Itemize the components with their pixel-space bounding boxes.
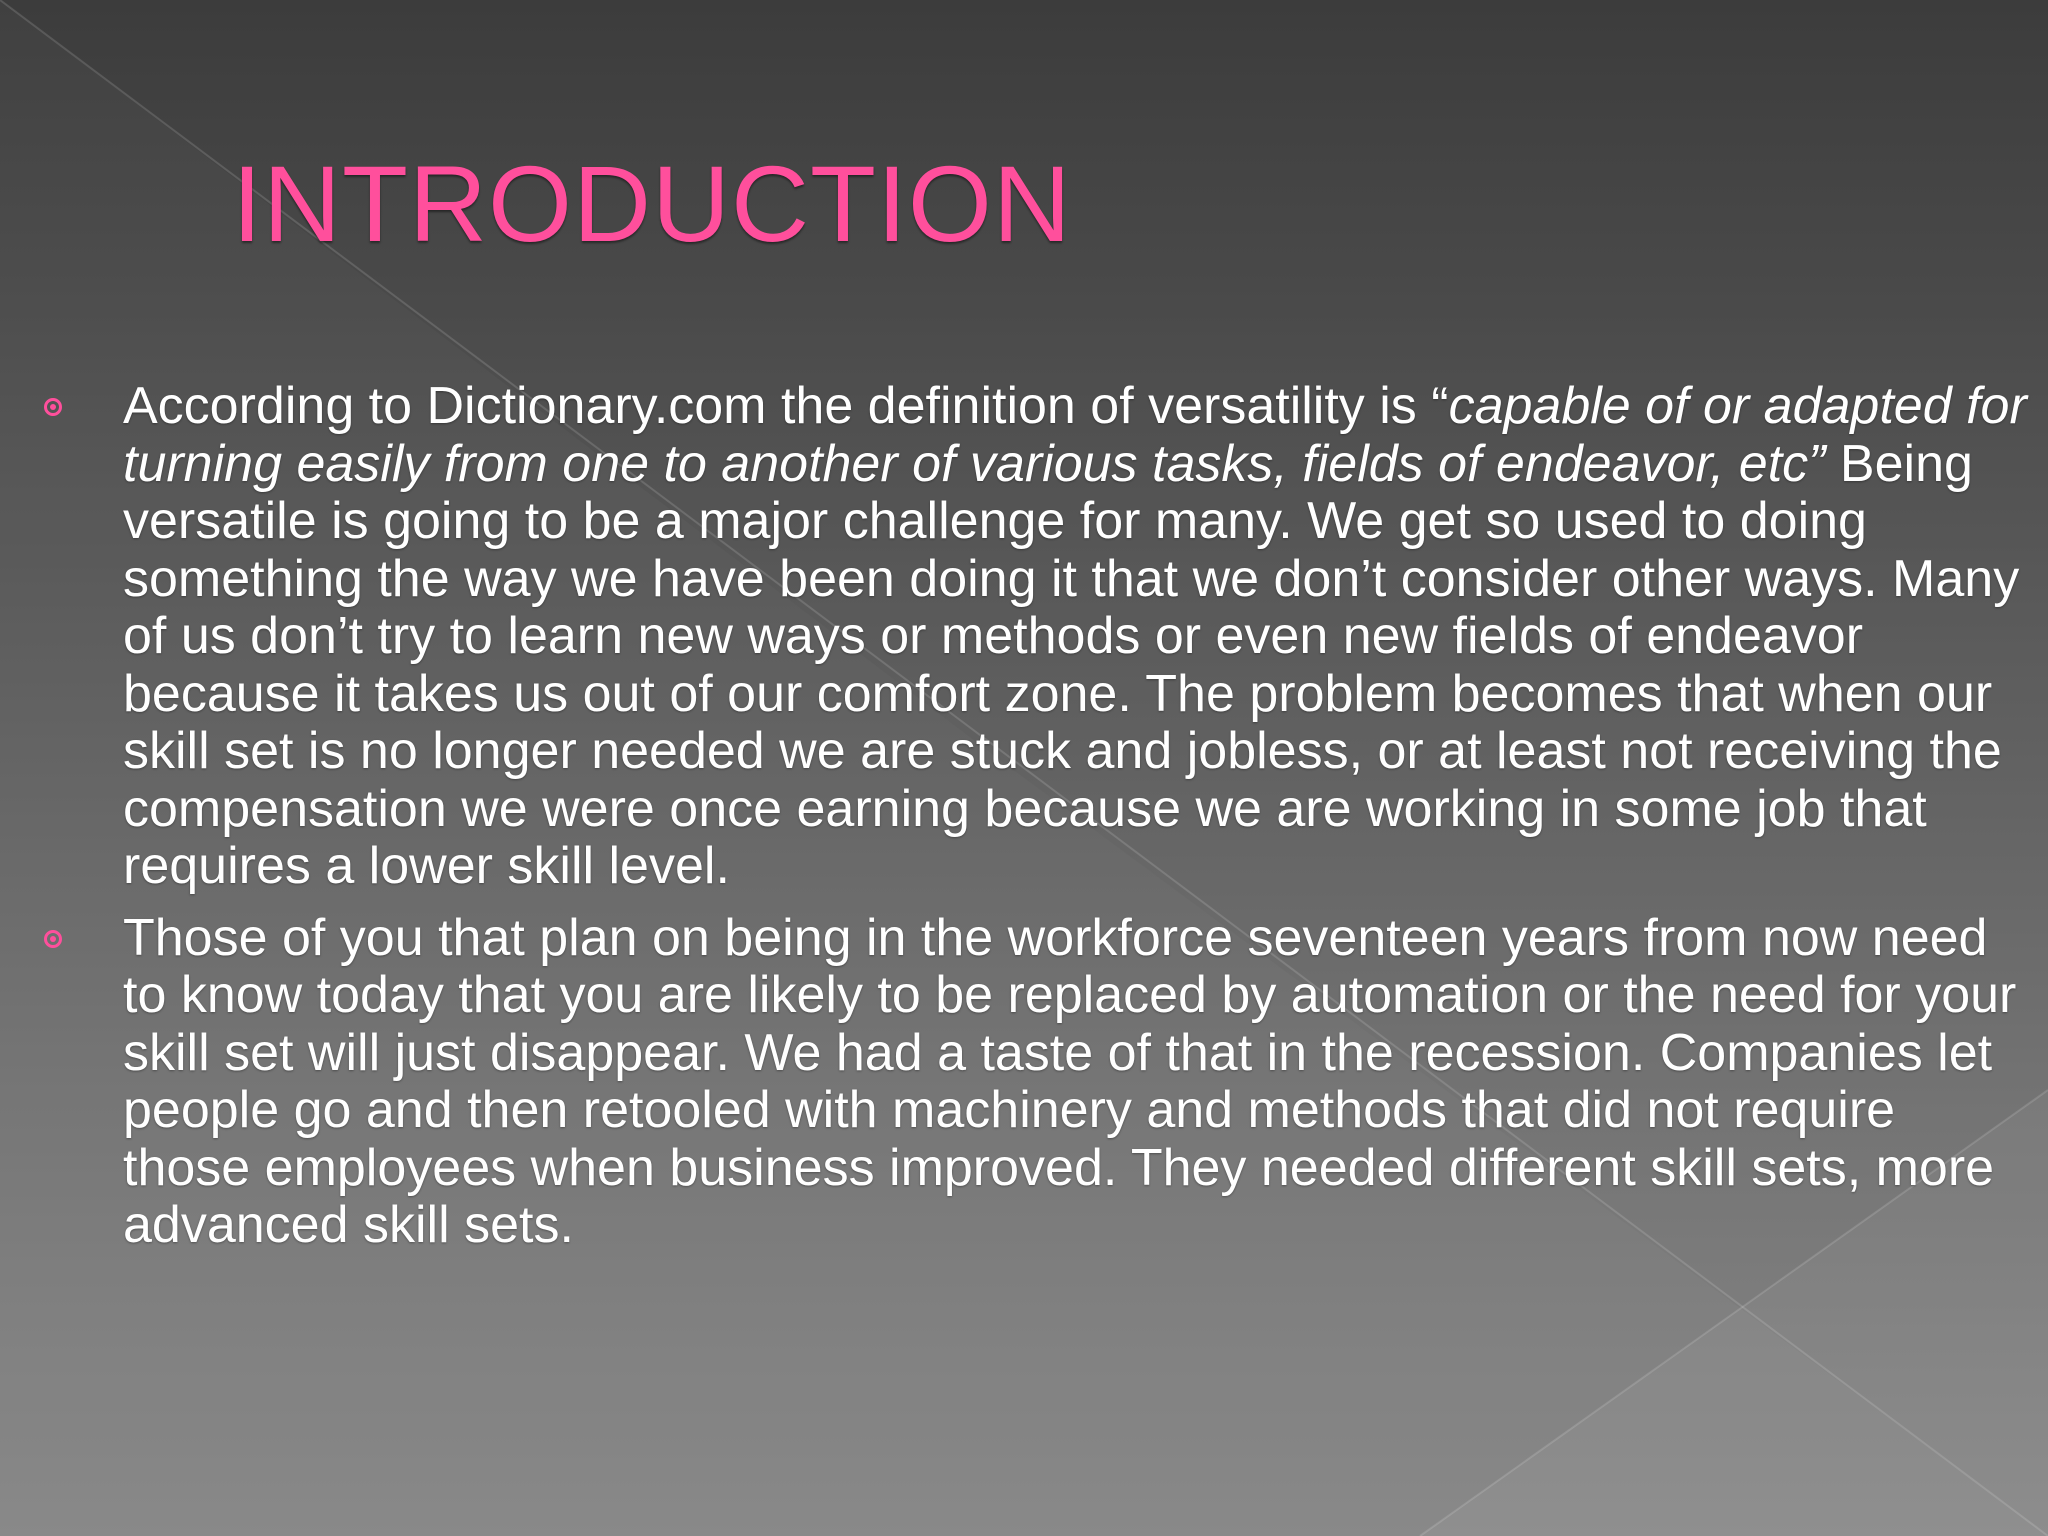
circle-dot-icon	[44, 398, 62, 416]
bullet-item	[0, 378, 2048, 896]
slide-title: INTRODUCTION	[232, 143, 1072, 264]
bullet-text	[123, 378, 2035, 896]
bullet-rest-text: Being versatile is going to be a major challenge for many. We get so used to doing something the way we have been doing it that we don’t consider other ways. Many of us don’t try to learn new ways or methods or even new fields of endeavor because it takes us out of our comfort zone. The problem becomes that when our skill set is no longer needed we are stuck and jobless, or at least not receiving the compensation we were once earning because we are working in some job that requires a lower skill level.	[123, 434, 2020, 895]
definition-quote: capable of or adapted for turning easily from one to another of various tasks, fields of endeavor, etc”	[123, 377, 2027, 493]
circle-dot-icon	[44, 930, 62, 948]
bullet-text: Those of you that plan on being in the workforce seventeen years from now need to know today that you are likely to be replaced by automation or the need for your skill set will just disappear. We had a taste of that in the recession. Companies let people go and then retooled with machinery and methods that did not require those employees when business improved. They needed different skill sets, more advanced skill sets.	[123, 908, 2017, 1254]
bullet-item	[0, 910, 2048, 1255]
bullet-list	[0, 378, 2048, 1269]
bullet-intro-text: According to Dictionary.com the definition of versatility is “	[123, 377, 1449, 435]
